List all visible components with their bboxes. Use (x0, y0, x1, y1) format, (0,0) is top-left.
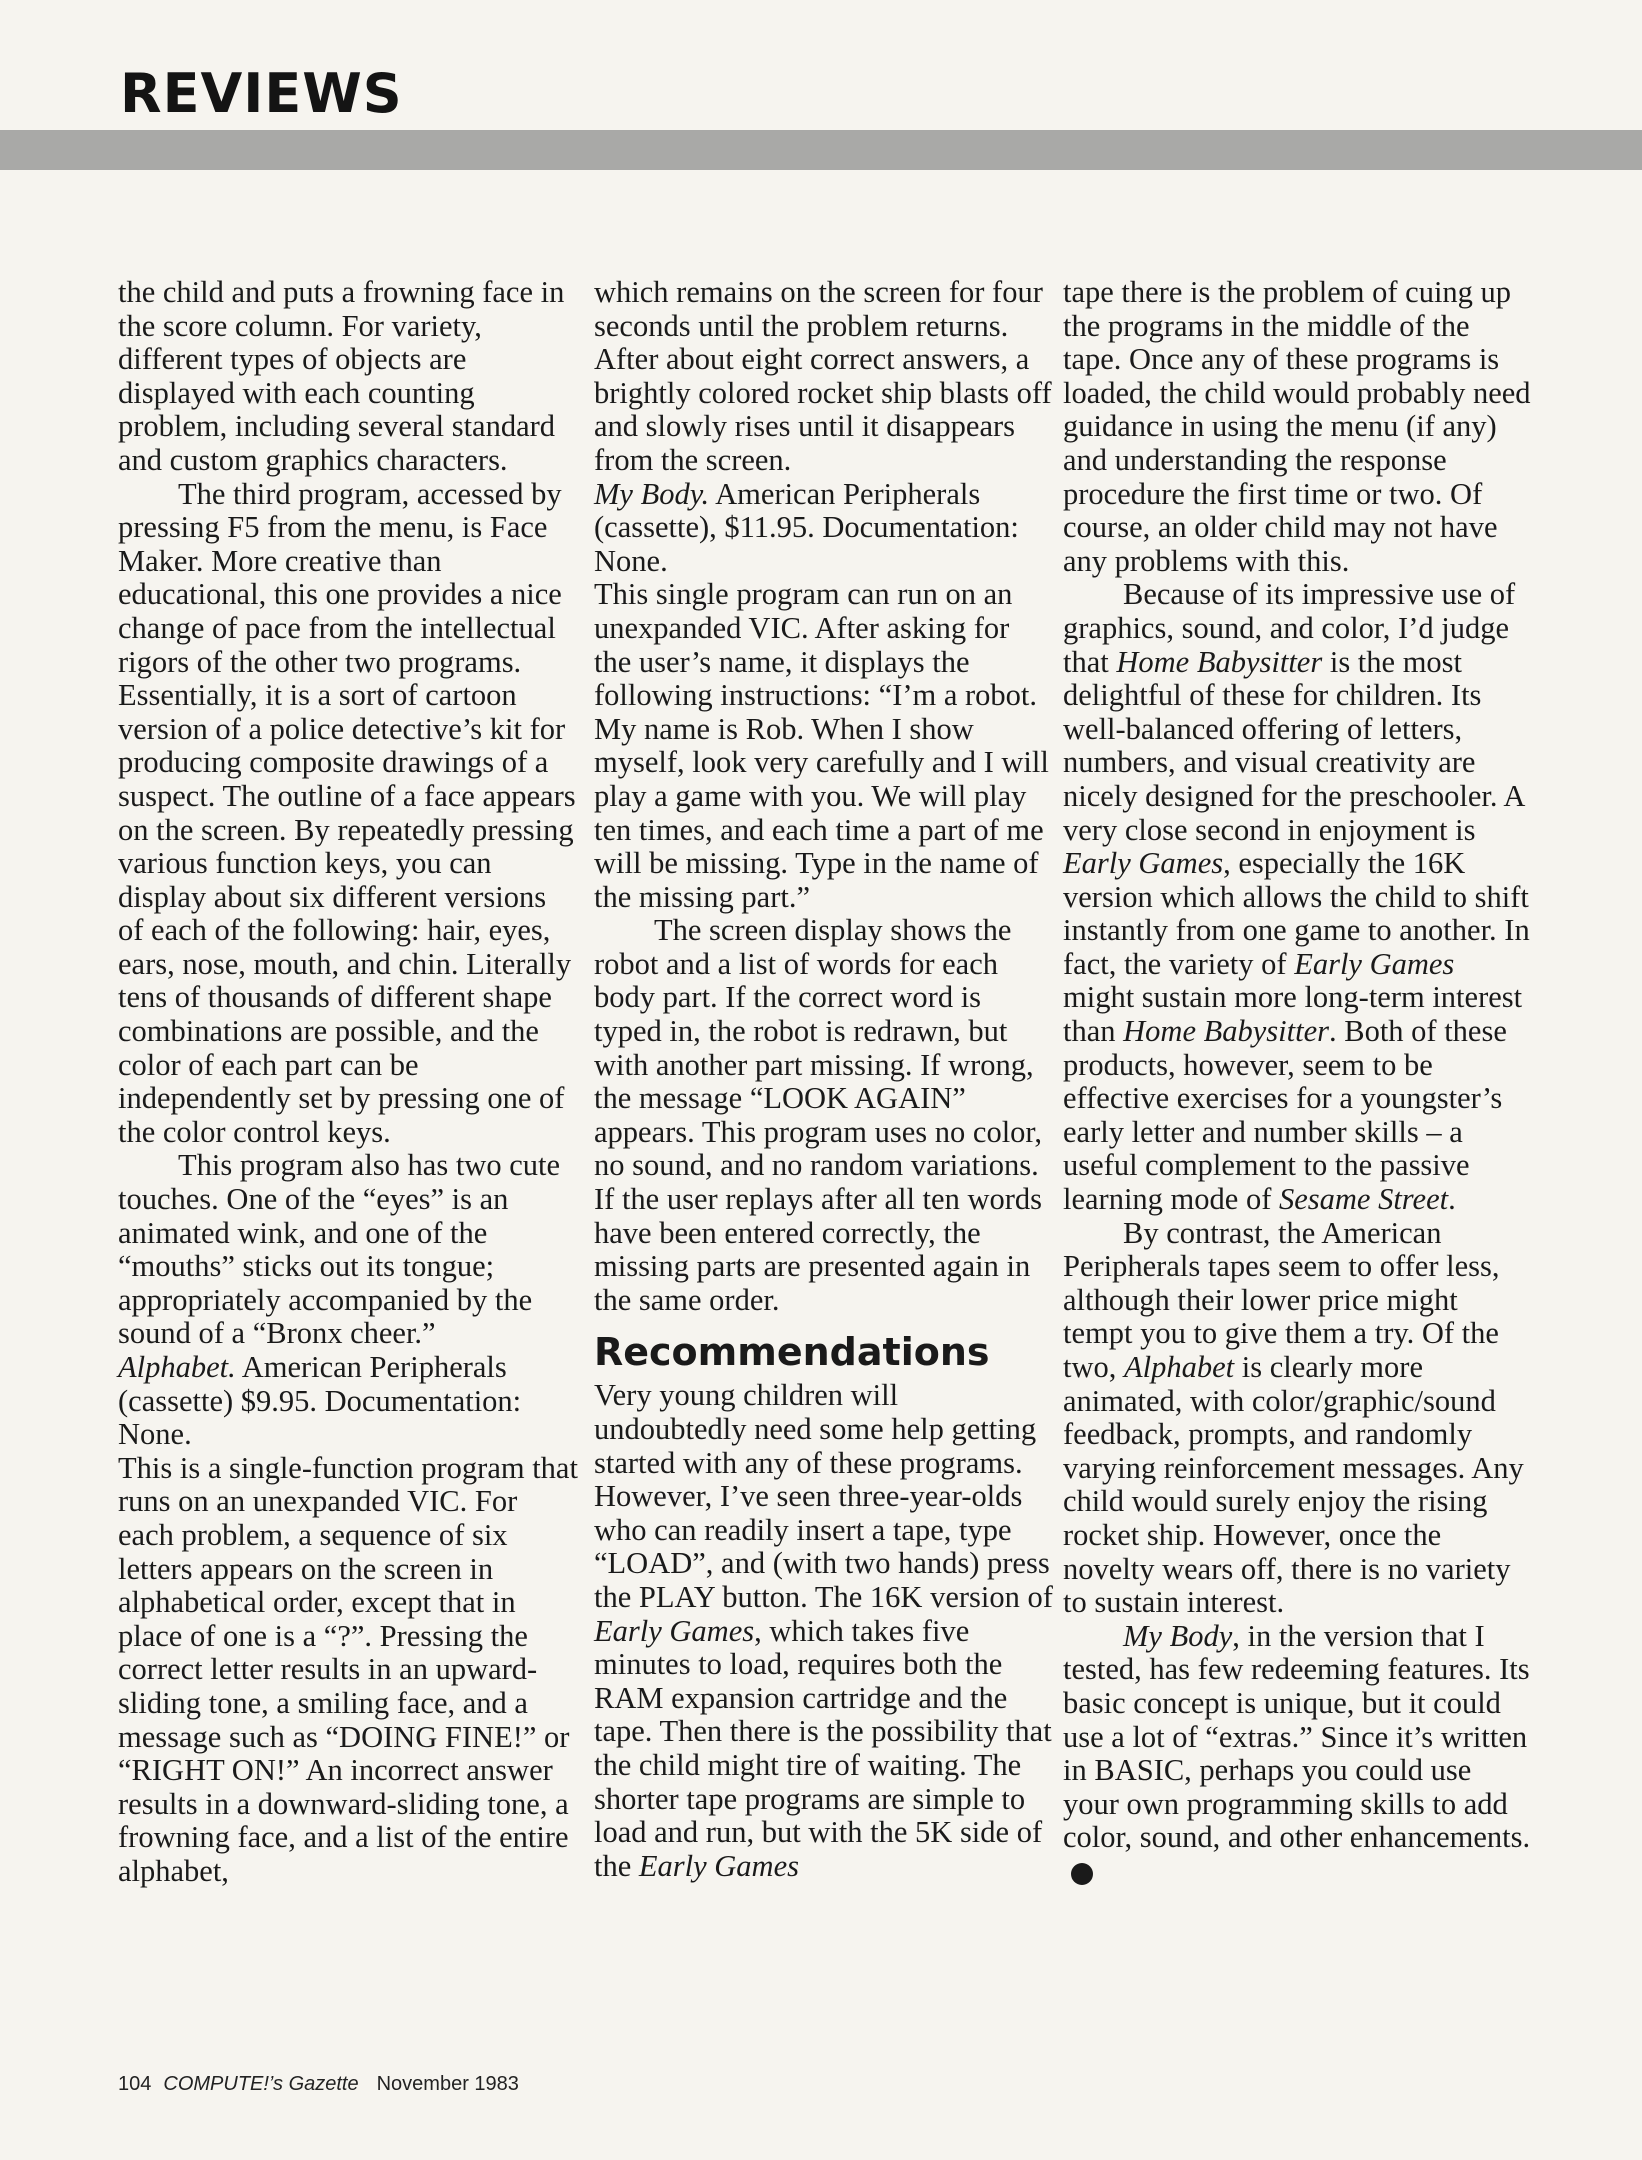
title-italic: Home Babysitter (1123, 1014, 1329, 1049)
column-3 (1063, 276, 1531, 1889)
header-rule (0, 130, 1642, 170)
paragraph (1063, 578, 1531, 1216)
page-number: 104 (118, 2073, 152, 2095)
text-run: might sustain more long-term interest than (1063, 980, 1523, 1049)
title-italic: Alphabet (1124, 1350, 1235, 1384)
magazine-name: COMPUTE!’s Gazette (163, 2073, 359, 2095)
text-run: Very young children will undoubtedly need some help getting started with any of these programs. However, I’ve seen three-year-olds who can readily insert a tape, type “LOAD”, and (with two hands) press the PLAY button. The 16K version of (594, 1378, 1053, 1614)
column-1 (118, 276, 578, 1889)
text-run: . Both of these products, however, seem to be effective exercises for a youngster’s early letter and number skills – a useful complement to the passive learning mode of (1063, 1014, 1507, 1217)
end-of-article-icon: G (1071, 1863, 1093, 1885)
text-run: is clearly more animated, with color/graphic/sound feedback, prompts, and randomly varying reinforcement messages. Any child would surely enjoy the rising rocket ship. However, once the novelty wears off, there is no variety to sustain interest. (1063, 1350, 1524, 1620)
product-title: My Body. (594, 476, 710, 511)
text-run: is the most delightful of these for children. Its well-balanced offering of letters, numbers, and visual creativity are nicely designed for the preschooler. A very close second in enjoyment is (1063, 644, 1524, 847)
title-italic: Early Games (1294, 946, 1455, 981)
title-italic: Sesame Street (1278, 1182, 1449, 1217)
product-title: Alphabet. (118, 1350, 236, 1384)
text-run: By contrast, the American Peripherals tapes seem to offer less, although their lower price might tempt you to give them a try. Of the two, (1063, 1215, 1500, 1384)
section-title: REVIEWS (120, 62, 403, 125)
paragraph (1063, 1217, 1531, 1620)
paragraph: This single program can run on an unexpanded VIC. After asking for the user’s name, it displays the following instructions: “I’m a robot. My name is Rob. When I show myself, look very carefully and I will play a game with you. We will play ten times, and each time a part of me will be missing. Type in the name of the missing part.” (594, 577, 1049, 914)
title-italic: My Body (1123, 1618, 1233, 1653)
title-italic: Early Games (638, 1848, 799, 1883)
text-run: , in the version that I tested, has few redeeming features. Its basic concept is unique, but it could use a lot of “extras.” Since it’s written in BASIC, perhaps you could use your own programming skills to add color, sound, and other enhancements. (1063, 1618, 1531, 1855)
text-run: , especially the 16K version which allows the child to shift instantly from one game to another. In fact, the variety of (1063, 846, 1530, 981)
text-run: , which takes five minutes to load, requires both the RAM expansion cartridge and the tape. Then there is the possibility that the child might tire of waiting. The shorter tape programs are simple to load and run, but with the 5K side of the (594, 1613, 1052, 1883)
text-run: Because of its impressive use of graphics, sound, and color, I’d judge that (1063, 577, 1516, 679)
product-details: American Peripherals (cassette), $11.95. Documentation: None. (594, 476, 1019, 578)
product-details: American Peripherals (cassette) $9.95. Documentation: None. (118, 1350, 522, 1452)
paragraph (594, 1379, 1054, 1883)
paragraph: The screen display shows the robot and a list of words for each body part. If the correct word is typed in, the robot is redrawn, but with another part missing. If wrong, the message “LOOK AGAIN” appears. This program uses no color, no sound, and no random variations. If the user replays after all ten words have been entered correctly, the missing parts are presented again in the same order. (594, 913, 1042, 1317)
product-entry-alphabet (118, 1351, 578, 1452)
title-italic: Home Babysitter (1116, 644, 1323, 679)
page-footer (118, 2073, 519, 2096)
product-entry-my-body (594, 478, 1054, 579)
text-run: . (1448, 1182, 1456, 1217)
title-italic: Early Games (1063, 846, 1224, 881)
issue-date: November 1983 (376, 2073, 519, 2095)
paragraph: the child and puts a frowning face in the score column. For variety, different types of objects are displayed with each counting problem, including several standard and custom graphics characters. (118, 275, 565, 477)
paragraph: tape there is the problem of cuing up the programs in the middle of the tape. Once any of these programs is loaded, the child would probably need guidance in using the menu (if any) and understanding the response procedure the first time or two. Of course, an older child may not have any problems with this. (1063, 275, 1531, 578)
paragraph: This program also has two cute touches. One of the “eyes” is an animated wink, and one of the “mouths” sticks out its tongue; appropriately accompanied by the sound of a “Bronx cheer.” (118, 1148, 561, 1351)
paragraph (1063, 1620, 1531, 1889)
recommendations-heading: Recommendations (594, 1330, 990, 1375)
paragraph: This is a single-function program that runs on an unexpanded VIC. For each problem, a sequence of six letters appears on the screen in alphabetical order, except that in place of one is a “?”. Pressing the correct letter results in an upward-sliding tone, a smiling face, and a message such as “DOING FINE!” or “RIGHT ON!” An incorrect answer results in a downward-sliding tone, a frowning face, and a list of the entire alphabet, (118, 1450, 578, 1888)
title-italic: Early Games (594, 1613, 755, 1648)
column-2 (594, 276, 1054, 1883)
paragraph: The third program, accessed by pressing F5 from the menu, is Face Maker. More creative than educational, this one provides a nice change of pace from the intellectual rigors of the other two programs. Essentially, it is a sort of cartoon version of a police detective’s kit for producing composite drawings of a suspect. The outline of a face appears on the screen. By repeatedly pressing various function keys, you can display about six different versions of each of the following: hair, eyes, ears, nose, mouth, and chin. Literally tens of thousands of different shape combinations are possible, and the color of each part can be independently set by pressing one of the color control keys. (118, 476, 576, 1149)
paragraph: which remains on the screen for four seconds until the problem returns. After about eight correct answers, a brightly colored rocket ship blasts off and slowly rises until it disappears from the screen. (594, 275, 1052, 477)
